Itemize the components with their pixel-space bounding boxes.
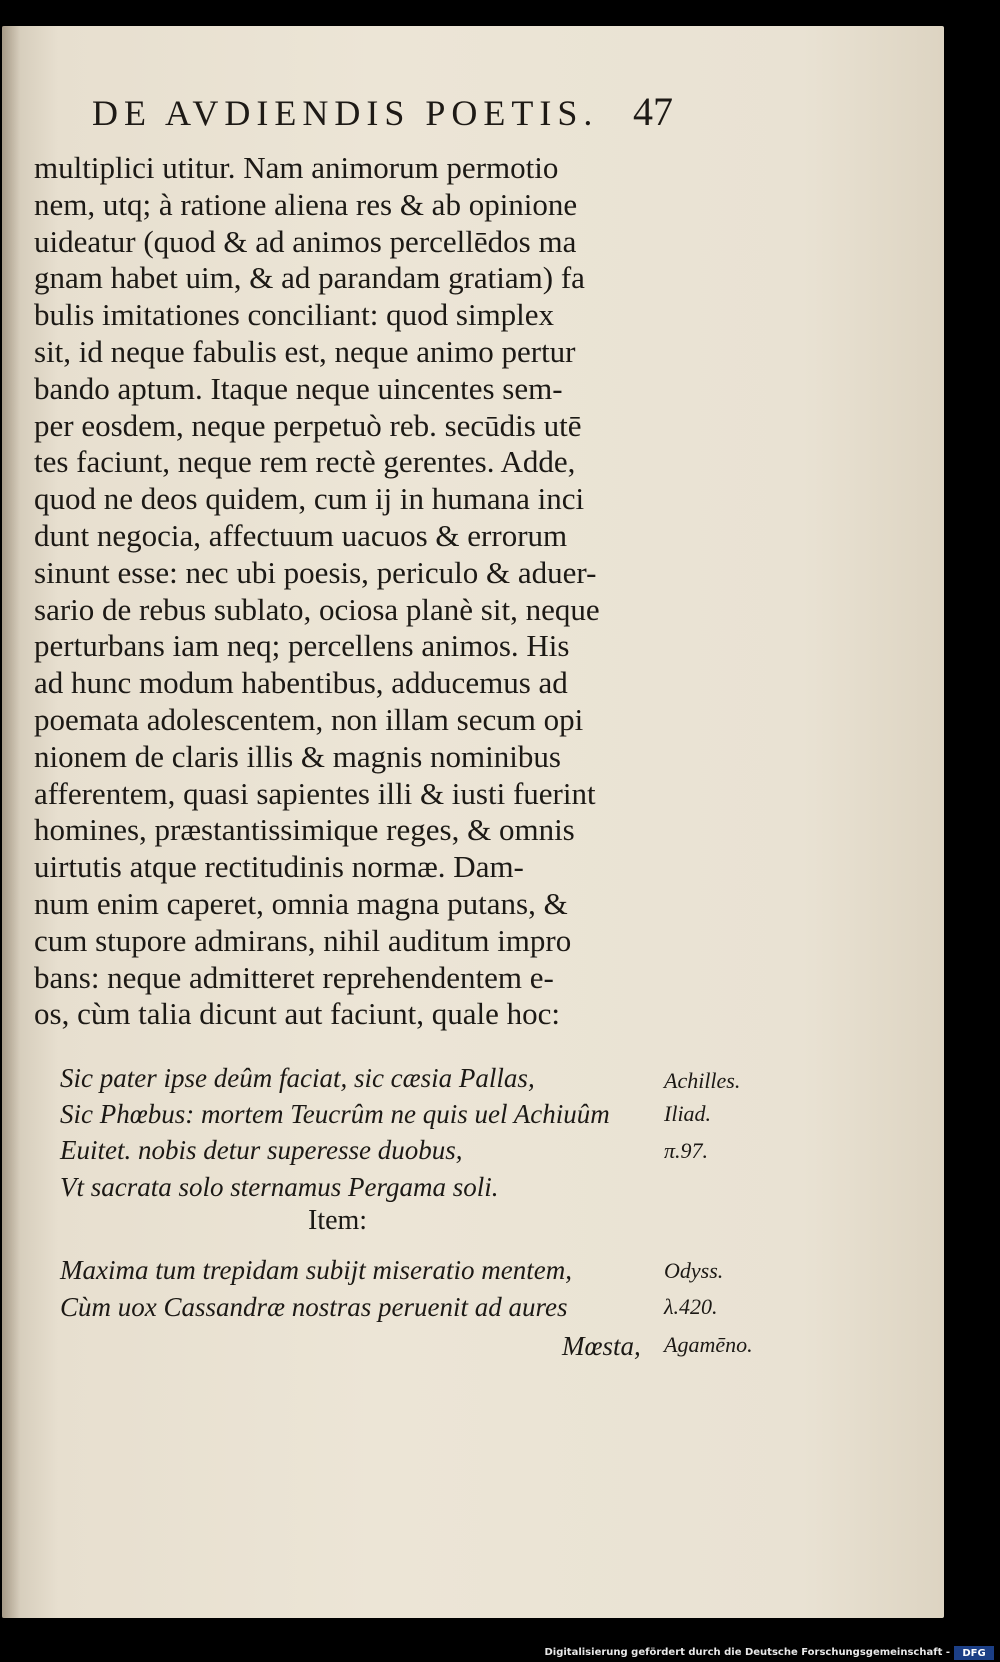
item-label: Item: bbox=[308, 1205, 368, 1236]
body-line: poemata adolescentem, non illam secum opi bbox=[34, 701, 584, 737]
body-line: afferentem, quasi sapientes illi & iusti fuerint bbox=[34, 775, 596, 811]
verse-line: Sic pater ipse deûm faciat, sic cæsia Pallas, bbox=[60, 1063, 535, 1093]
margin-note: π.97. bbox=[664, 1138, 709, 1163]
body-line: bando aptum. Itaque neque uincentes sem- bbox=[34, 370, 563, 406]
body-line: gnam habet uim, & ad parandam gratiam) fa bbox=[34, 260, 585, 296]
verse-line: Euitet. nobis detur superesse duobus, bbox=[60, 1135, 463, 1165]
body-line: dunt negocia, affectuum uacuos & errorum bbox=[34, 517, 568, 553]
body-line: nem, utq; à ratione aliena res & ab opinione bbox=[34, 186, 578, 222]
running-head: DE AVDIENDIS POETIS. bbox=[92, 93, 599, 133]
body-line: num enim caperet, omnia magna putans, & bbox=[34, 885, 568, 921]
gutter-shadow bbox=[2, 26, 20, 1618]
verse-line: Sic Phœbus: mortem Teucrûm ne quis uel Achiuûm bbox=[60, 1099, 610, 1129]
margin-note: Achilles. bbox=[664, 1068, 741, 1093]
digitization-credit: Digitalisierung gefördert durch die Deutsche Forschungsgemeinschaft - bbox=[544, 1647, 950, 1658]
body-line: per eosdem, neque perpetuò reb. secūdis utē bbox=[34, 407, 582, 443]
dfg-logo: DFG bbox=[954, 1646, 994, 1660]
verse-line: Maxima tum trepidam subijt miseratio mentem, bbox=[60, 1255, 572, 1285]
body-line: sinunt esse: nec ubi poesis, periculo & aduer- bbox=[34, 554, 597, 590]
margin-note: Iliad. bbox=[664, 1101, 712, 1126]
body-text bbox=[34, 150, 724, 1033]
body-line: ad hunc modum habentibus, adducemus ad bbox=[34, 665, 568, 701]
verse-line: Vt sacrata solo sternamus Pergama soli. bbox=[60, 1172, 499, 1202]
body-line: perturbans iam neq; percellens animos. His bbox=[34, 628, 570, 664]
body-line: homines, præstantissimique reges, & omnis bbox=[34, 812, 575, 848]
margin-note: λ.420. bbox=[664, 1294, 718, 1319]
body-line: uirtutis atque rectitudinis normæ. Dam- bbox=[34, 849, 524, 885]
body-line: quod ne deos quidem, cum ij in humana inci bbox=[34, 481, 585, 517]
body-line: bulis imitationes conciliant: quod simplex bbox=[34, 297, 555, 333]
verse-line: Cùm uox Cassandræ nostras peruenit ad aures bbox=[60, 1292, 568, 1322]
body-line: multiplici utitur. Nam animorum permotio bbox=[34, 150, 559, 185]
body-line: tes faciunt, neque rem rectè gerentes. Adde, bbox=[34, 444, 576, 480]
body-line: cum stupore admirans, nihil auditum impro bbox=[34, 922, 572, 958]
margin-note: Agamēno. bbox=[664, 1332, 753, 1357]
body-line: os, cùm talia dicunt aut faciunt, quale hoc: bbox=[34, 996, 560, 1032]
margin-note: Odyss. bbox=[664, 1258, 724, 1283]
body-line: nionem de claris illis & magnis nominibus bbox=[34, 738, 561, 774]
body-line: bans: neque admitteret reprehendentem e- bbox=[34, 959, 554, 995]
body-line: sario de rebus sublato, ociosa planè sit, neque bbox=[34, 591, 600, 627]
page-number: 47 bbox=[633, 89, 673, 134]
body-line: uideatur (quod & ad animos percellēdos ma bbox=[34, 223, 577, 259]
verse-continuation: Mœsta, bbox=[562, 1331, 641, 1361]
body-line: sit, id neque fabulis est, neque animo pertur bbox=[34, 333, 576, 369]
